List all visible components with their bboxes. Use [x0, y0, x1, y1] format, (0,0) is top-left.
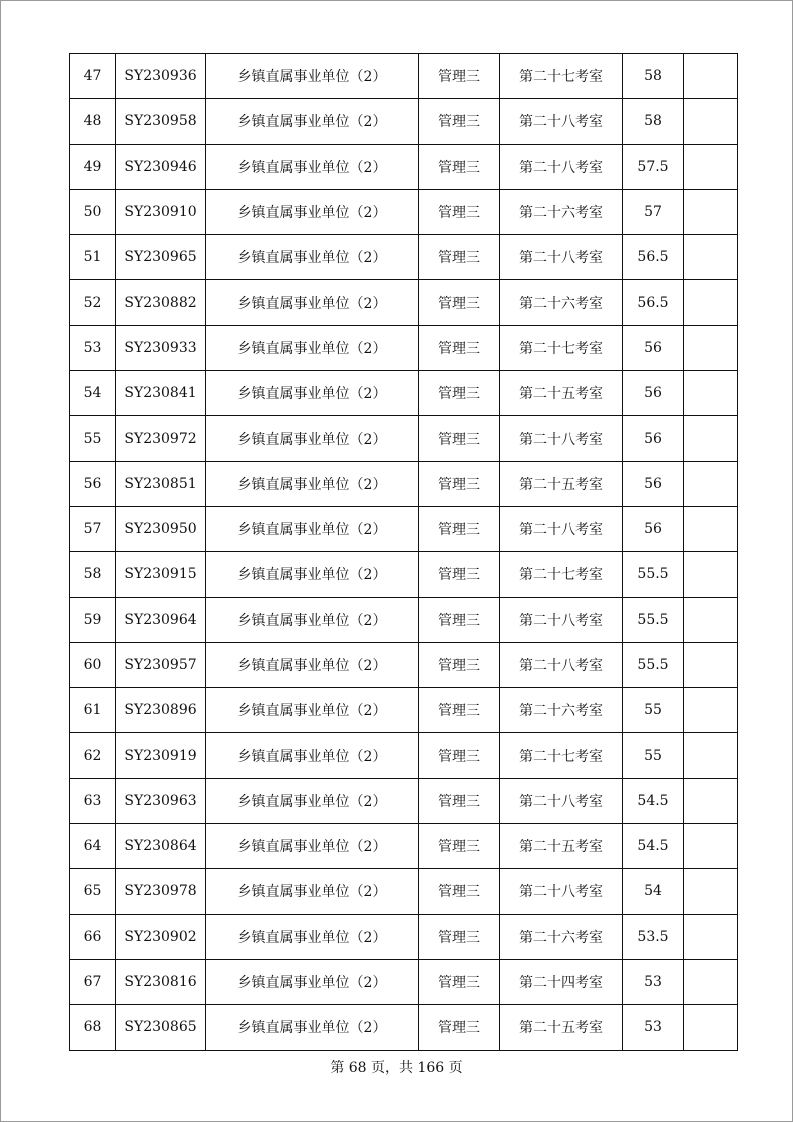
remark-cell: [684, 461, 738, 506]
table-row: [70, 642, 738, 687]
remark-cell: [684, 688, 738, 733]
row-number-cell: 68: [70, 1005, 116, 1050]
table-row: [70, 235, 738, 280]
row-number-cell: 51: [70, 235, 116, 280]
candidate-id-cell: SY230865: [116, 1005, 206, 1050]
table-row: [70, 959, 738, 1004]
remark-cell: [684, 416, 738, 461]
remark-cell: [684, 144, 738, 189]
candidate-id-cell: SY230816: [116, 959, 206, 1004]
post-cell: 管理三: [419, 325, 500, 370]
table-row: [70, 869, 738, 914]
row-number-cell: 50: [70, 189, 116, 234]
table-row: [70, 597, 738, 642]
exam-room-cell: 第二十八考室: [500, 99, 623, 144]
row-number-cell: 47: [70, 54, 116, 99]
post-cell: 管理三: [419, 371, 500, 416]
table-row: [70, 1005, 738, 1050]
unit-cell: 乡镇直属事业单位（2）: [206, 552, 419, 597]
score-cell: 56: [623, 371, 684, 416]
remark-cell: [684, 869, 738, 914]
candidate-id-cell: SY230964: [116, 597, 206, 642]
post-cell: 管理三: [419, 506, 500, 551]
row-number-cell: 66: [70, 914, 116, 959]
post-cell: 管理三: [419, 552, 500, 597]
exam-room-cell: 第二十六考室: [500, 280, 623, 325]
score-cell: 56: [623, 506, 684, 551]
row-number-cell: 48: [70, 99, 116, 144]
row-number-cell: 54: [70, 371, 116, 416]
score-cell: 53.5: [623, 914, 684, 959]
row-number-cell: 52: [70, 280, 116, 325]
candidate-id-cell: SY230841: [116, 371, 206, 416]
table-row: [70, 778, 738, 823]
post-cell: 管理三: [419, 642, 500, 687]
exam-room-cell: 第二十五考室: [500, 461, 623, 506]
post-cell: 管理三: [419, 733, 500, 778]
row-number-cell: 63: [70, 778, 116, 823]
exam-room-cell: 第二十五考室: [500, 824, 623, 869]
unit-cell: 乡镇直属事业单位（2）: [206, 54, 419, 99]
table-row: [70, 733, 738, 778]
post-cell: 管理三: [419, 144, 500, 189]
table-row: [70, 824, 738, 869]
candidate-id-cell: SY230946: [116, 144, 206, 189]
post-cell: 管理三: [419, 461, 500, 506]
remark-cell: [684, 597, 738, 642]
candidate-id-cell: SY230915: [116, 552, 206, 597]
table-row: [70, 54, 738, 99]
candidate-id-cell: SY230864: [116, 824, 206, 869]
row-number-cell: 57: [70, 506, 116, 551]
candidate-id-cell: SY230902: [116, 914, 206, 959]
page-footer: 第 68 页，共 166 页: [330, 1060, 463, 1076]
unit-cell: 乡镇直属事业单位（2）: [206, 642, 419, 687]
remark-cell: [684, 325, 738, 370]
candidate-id-cell: SY230978: [116, 869, 206, 914]
exam-room-cell: 第二十六考室: [500, 189, 623, 234]
unit-cell: 乡镇直属事业单位（2）: [206, 416, 419, 461]
exam-room-cell: 第二十八考室: [500, 869, 623, 914]
candidate-id-cell: SY230896: [116, 688, 206, 733]
table-row: [70, 144, 738, 189]
remark-cell: [684, 506, 738, 551]
row-number-cell: 61: [70, 688, 116, 733]
row-number-cell: 53: [70, 325, 116, 370]
table-row: [70, 552, 738, 597]
post-cell: 管理三: [419, 778, 500, 823]
score-cell: 55.5: [623, 552, 684, 597]
score-cell: 57.5: [623, 144, 684, 189]
candidate-id-cell: SY230972: [116, 416, 206, 461]
score-cell: 55.5: [623, 597, 684, 642]
candidate-id-cell: SY230963: [116, 778, 206, 823]
remark-cell: [684, 1005, 738, 1050]
row-number-cell: 56: [70, 461, 116, 506]
remark-cell: [684, 99, 738, 144]
unit-cell: 乡镇直属事业单位（2）: [206, 189, 419, 234]
score-cell: 56: [623, 325, 684, 370]
table-row: [70, 461, 738, 506]
remark-cell: [684, 914, 738, 959]
remark-cell: [684, 235, 738, 280]
table-row: [70, 914, 738, 959]
post-cell: 管理三: [419, 824, 500, 869]
post-cell: 管理三: [419, 914, 500, 959]
post-cell: 管理三: [419, 688, 500, 733]
unit-cell: 乡镇直属事业单位（2）: [206, 280, 419, 325]
unit-cell: 乡镇直属事业单位（2）: [206, 99, 419, 144]
score-cell: 54.5: [623, 778, 684, 823]
remark-cell: [684, 280, 738, 325]
remark-cell: [684, 778, 738, 823]
candidate-id-cell: SY230882: [116, 280, 206, 325]
exam-room-cell: 第二十七考室: [500, 54, 623, 99]
score-cell: 53: [623, 959, 684, 1004]
row-number-cell: 58: [70, 552, 116, 597]
score-cell: 56: [623, 461, 684, 506]
score-cell: 54.5: [623, 824, 684, 869]
table-row: [70, 416, 738, 461]
unit-cell: 乡镇直属事业单位（2）: [206, 1005, 419, 1050]
table-row: [70, 688, 738, 733]
unit-cell: 乡镇直属事业单位（2）: [206, 778, 419, 823]
exam-room-cell: 第二十八考室: [500, 597, 623, 642]
candidate-id-cell: SY230965: [116, 235, 206, 280]
table-row: [70, 189, 738, 234]
post-cell: 管理三: [419, 189, 500, 234]
remark-cell: [684, 959, 738, 1004]
exam-room-cell: 第二十七考室: [500, 733, 623, 778]
table-body: [70, 54, 738, 1051]
post-cell: 管理三: [419, 869, 500, 914]
post-cell: 管理三: [419, 54, 500, 99]
unit-cell: 乡镇直属事业单位（2）: [206, 959, 419, 1004]
table-row: [70, 99, 738, 144]
post-cell: 管理三: [419, 280, 500, 325]
row-number-cell: 62: [70, 733, 116, 778]
score-cell: 58: [623, 54, 684, 99]
score-cell: 55: [623, 733, 684, 778]
candidate-id-cell: SY230919: [116, 733, 206, 778]
table-row: [70, 325, 738, 370]
table-row: [70, 280, 738, 325]
remark-cell: [684, 642, 738, 687]
unit-cell: 乡镇直属事业单位（2）: [206, 506, 419, 551]
score-cell: 56: [623, 416, 684, 461]
remark-cell: [684, 552, 738, 597]
score-cell: 55: [623, 688, 684, 733]
row-number-cell: 67: [70, 959, 116, 1004]
exam-room-cell: 第二十八考室: [500, 144, 623, 189]
remark-cell: [684, 54, 738, 99]
remark-cell: [684, 824, 738, 869]
remark-cell: [684, 371, 738, 416]
row-number-cell: 60: [70, 642, 116, 687]
exam-room-cell: 第二十五考室: [500, 1005, 623, 1050]
score-cell: 54: [623, 869, 684, 914]
exam-room-cell: 第二十七考室: [500, 325, 623, 370]
post-cell: 管理三: [419, 597, 500, 642]
candidate-id-cell: SY230958: [116, 99, 206, 144]
row-number-cell: 55: [70, 416, 116, 461]
unit-cell: 乡镇直属事业单位（2）: [206, 914, 419, 959]
unit-cell: 乡镇直属事业单位（2）: [206, 824, 419, 869]
table-row: [70, 506, 738, 551]
exam-room-cell: 第二十六考室: [500, 688, 623, 733]
remark-cell: [684, 733, 738, 778]
table-row: [70, 371, 738, 416]
score-cell: 56.5: [623, 235, 684, 280]
exam-room-cell: 第二十八考室: [500, 235, 623, 280]
score-cell: 58: [623, 99, 684, 144]
exam-room-cell: 第二十八考室: [500, 506, 623, 551]
unit-cell: 乡镇直属事业单位（2）: [206, 869, 419, 914]
exam-room-cell: 第二十七考室: [500, 552, 623, 597]
unit-cell: 乡镇直属事业单位（2）: [206, 144, 419, 189]
score-cell: 56.5: [623, 280, 684, 325]
post-cell: 管理三: [419, 235, 500, 280]
row-number-cell: 65: [70, 869, 116, 914]
unit-cell: 乡镇直属事业单位（2）: [206, 597, 419, 642]
exam-room-cell: 第二十六考室: [500, 914, 623, 959]
exam-room-cell: 第二十五考室: [500, 371, 623, 416]
score-cell: 53: [623, 1005, 684, 1050]
exam-room-cell: 第二十八考室: [500, 642, 623, 687]
post-cell: 管理三: [419, 99, 500, 144]
row-number-cell: 49: [70, 144, 116, 189]
candidate-id-cell: SY230851: [116, 461, 206, 506]
unit-cell: 乡镇直属事业单位（2）: [206, 688, 419, 733]
candidate-id-cell: SY230957: [116, 642, 206, 687]
candidate-id-cell: SY230910: [116, 189, 206, 234]
remark-cell: [684, 189, 738, 234]
candidate-id-cell: SY230950: [116, 506, 206, 551]
row-number-cell: 64: [70, 824, 116, 869]
unit-cell: 乡镇直属事业单位（2）: [206, 733, 419, 778]
exam-room-cell: 第二十八考室: [500, 778, 623, 823]
unit-cell: 乡镇直属事业单位（2）: [206, 325, 419, 370]
exam-room-cell: 第二十四考室: [500, 959, 623, 1004]
post-cell: 管理三: [419, 959, 500, 1004]
score-cell: 57: [623, 189, 684, 234]
exam-room-cell: 第二十八考室: [500, 416, 623, 461]
unit-cell: 乡镇直属事业单位（2）: [206, 235, 419, 280]
candidate-id-cell: SY230936: [116, 54, 206, 99]
unit-cell: 乡镇直属事业单位（2）: [206, 461, 419, 506]
post-cell: 管理三: [419, 416, 500, 461]
results-table: [69, 53, 738, 1051]
candidate-id-cell: SY230933: [116, 325, 206, 370]
post-cell: 管理三: [419, 1005, 500, 1050]
row-number-cell: 59: [70, 597, 116, 642]
score-cell: 55.5: [623, 642, 684, 687]
unit-cell: 乡镇直属事业单位（2）: [206, 371, 419, 416]
